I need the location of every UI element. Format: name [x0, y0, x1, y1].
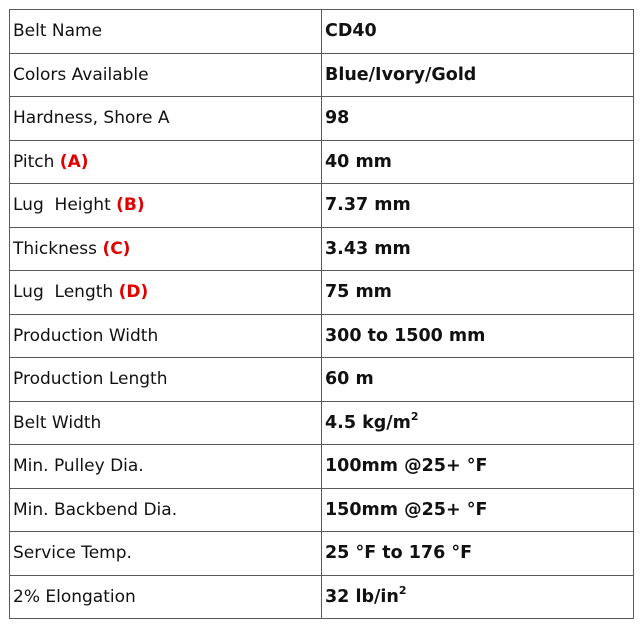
diagram-marker: (C): [102, 238, 131, 259]
spec-label-cell: [10, 140, 322, 184]
spec-value-cell: [322, 184, 634, 228]
spec-label: Belt Name: [13, 21, 103, 42]
table-row: [10, 488, 634, 532]
spec-label: Production Width: [13, 325, 159, 346]
spec-label-cell: [10, 10, 322, 54]
belt-spec-table: [9, 9, 634, 619]
spec-label-cell: [10, 488, 322, 532]
spec-label-cell: [10, 314, 322, 358]
spec-value-cell: [322, 445, 634, 489]
spec-value: 98: [325, 108, 350, 129]
spec-value: 7.37 mm: [325, 195, 411, 216]
diagram-marker: (A): [59, 151, 89, 172]
spec-value: 32 lb/in: [325, 586, 399, 607]
spec-label: Service Temp.: [13, 543, 132, 564]
spec-value-cell: [322, 97, 634, 141]
table-row: [10, 532, 634, 576]
spec-label: Min. Pulley Dia.: [13, 456, 144, 477]
table-row: [10, 97, 634, 141]
spec-label: Belt Width: [13, 412, 102, 433]
spec-value: 100mm @25+ °F: [325, 456, 488, 477]
diagram-marker: (B): [116, 195, 145, 216]
spec-label-cell: [10, 227, 322, 271]
spec-value: Blue/Ivory/Gold: [325, 64, 477, 85]
table-row: [10, 575, 634, 619]
spec-value-cell: [322, 140, 634, 184]
spec-label: Pitch: [13, 151, 60, 172]
spec-label: Min. Backbend Dia.: [13, 499, 178, 520]
spec-label: Production Length: [13, 369, 168, 390]
spec-label-cell: [10, 401, 322, 445]
table-row: [10, 53, 634, 97]
spec-value-cell: [322, 227, 634, 271]
spec-value-cell: [322, 401, 634, 445]
spec-value-cell: [322, 532, 634, 576]
spec-label: Lug Length: [13, 282, 119, 303]
spec-label: Lug Height: [13, 195, 117, 216]
table-row: [10, 358, 634, 402]
spec-value: 300 to 1500 mm: [325, 325, 486, 346]
spec-value-cell: [322, 10, 634, 54]
spec-value: 25 °F to 176 °F: [325, 543, 473, 564]
spec-value: 150mm @25+ °F: [325, 499, 488, 520]
spec-value: 4.5 kg/m: [325, 412, 411, 433]
spec-label-cell: [10, 358, 322, 402]
spec-label: Colors Available: [13, 64, 149, 85]
spec-label-cell: [10, 184, 322, 228]
superscript: 2: [398, 583, 407, 597]
spec-value-cell: [322, 53, 634, 97]
spec-value: 60 m: [325, 369, 374, 390]
table-row: [10, 445, 634, 489]
table-row: [10, 314, 634, 358]
spec-label-cell: [10, 445, 322, 489]
table-row: [10, 140, 634, 184]
spec-label-cell: [10, 53, 322, 97]
spec-label-cell: [10, 575, 322, 619]
spec-label-cell: [10, 532, 322, 576]
spec-value-cell: [322, 271, 634, 315]
spec-label-cell: [10, 97, 322, 141]
table-row: [10, 271, 634, 315]
table-row: [10, 227, 634, 271]
spec-label-cell: [10, 271, 322, 315]
spec-value: 75 mm: [325, 282, 392, 303]
table-row: [10, 184, 634, 228]
spec-value: CD40: [325, 21, 377, 42]
spec-value: 3.43 mm: [325, 238, 411, 259]
spec-value-cell: [322, 358, 634, 402]
spec-label: Hardness, Shore A: [13, 108, 170, 129]
spec-value-cell: [322, 575, 634, 619]
table-row: [10, 401, 634, 445]
spec-label: 2% Elongation: [13, 586, 136, 607]
diagram-marker: (D): [118, 282, 149, 303]
spec-value-cell: [322, 314, 634, 358]
spec-value-cell: [322, 488, 634, 532]
superscript: 2: [410, 409, 419, 423]
spec-value: 40 mm: [325, 151, 392, 172]
spec-label: Thickness: [13, 238, 103, 259]
table-row: [10, 10, 634, 54]
